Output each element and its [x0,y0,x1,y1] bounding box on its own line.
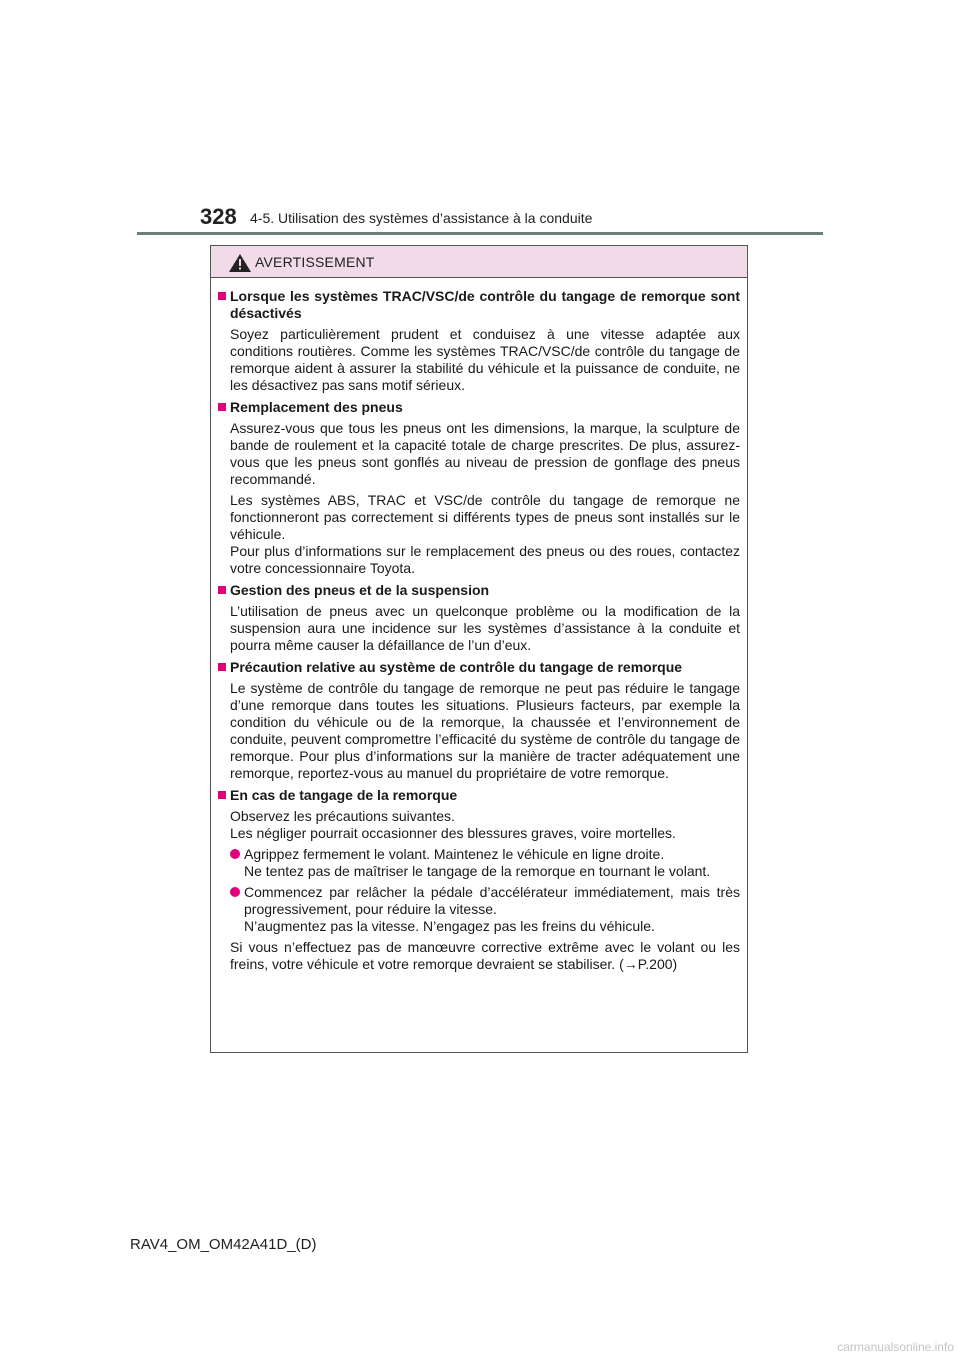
item-paragraph [230,492,740,577]
intro-line: Les négliger pourrait occasionner des blessures graves, voire mortelles. [230,825,676,841]
item-paragraph [230,420,740,488]
item-paragraph [230,680,740,782]
square-bullet-icon [218,663,226,671]
circle-bullet-icon [230,849,240,859]
bullet-line: N’augmentez pas la vitesse. N’engagez pas les freins du véhicule. [244,918,655,934]
item-intro [230,808,740,842]
watermark: carmanualsonline.info [837,1340,954,1354]
bullet-line: Ne tentez pas de maîtriser le tangage de la remorque en tournant le volant. [244,863,711,879]
square-bullet-icon [218,586,226,594]
item-heading [218,582,740,599]
item-title: En cas de tangage de la remorque [230,787,458,803]
document-code: RAV4_OM_OM42A41D_(D) [130,1236,317,1253]
warning-label: AVERTISSEMENT [255,254,375,270]
intro-line: Observez les précautions suivantes. [230,808,455,824]
paragraph-line: L’utilisation de pneus avec un quelconque problème ou la modification de la suspension aura une incidence sur les systèmes d’assistance à la conduite et pourra même causer la défaillance de l’un d’eux. [230,603,740,653]
item-title: Lorsque les systèmes TRAC/VSC/de contrôle du tangage de remorque sont désactivés [230,288,740,321]
warning-box [210,245,748,1053]
square-bullet-icon [218,403,226,411]
item-paragraph [230,326,740,394]
warning-item [218,659,740,782]
item-title: Remplacement des pneus [230,399,403,415]
warning-item [218,787,740,973]
warning-header [211,246,747,278]
square-bullet-icon [218,292,226,300]
paragraph-line: Pour plus d’informations sur le remplacement des pneus ou des roues, contactez votre concessionnaire Toyota. [230,543,740,576]
item-outro: Si vous n’effectuez pas de manœuvre corrective extrême avec le volant ou les freins, votre véhicule et votre remorque devraient se stabiliser. (→P.200) [230,939,740,972]
header-rule [137,232,823,235]
bullet-item [230,846,740,880]
paragraph-line: Le système de contrôle du tangage de remorque ne peut pas réduire le tangage d’une remorque dans toutes les situations. Plusieurs facteurs, par exemple la condition du véhicule ou de la remorque, la chaussée et l’environnement de conduite, peuvent compromettre l’efficacité du système de contrôle du tangage de remorque. Pour plus d’informations sur la manière de tracter adéquatement une remorque, reportez-vous au manuel du propriétaire de votre remorque. [230,680,740,781]
warning-item [218,582,740,654]
warning-body [211,278,747,973]
bullet-item [230,884,740,935]
item-paragraph [230,603,740,654]
warning-item [218,288,740,394]
warning-triangle-icon [229,254,251,272]
section-title: 4-5. Utilisation des systèmes d’assistance à la conduite [250,210,593,226]
item-title: Gestion des pneus et de la suspension [230,582,490,598]
item-heading [218,288,740,322]
bullet-text [244,884,740,935]
item-heading [218,787,740,804]
page-header [0,0,960,240]
bullet-line: Commencez par relâcher la pédale d’accélérateur immédiatement, mais très progressivement, pour réduire la vitesse. [244,884,740,917]
square-bullet-icon [218,791,226,799]
item-heading [218,399,740,416]
circle-bullet-icon [230,887,240,897]
warning-item [218,399,740,577]
item-title: Précaution relative au système de contrôle du tangage de remorque [230,659,683,675]
bullet-line: Agrippez fermement le volant. Maintenez le véhicule en ligne droite. [244,846,665,862]
item-heading [218,659,740,676]
paragraph-line: Assurez-vous que tous les pneus ont les dimensions, la marque, la sculpture de bande de roulement et la capacité totale de charge prescrites. De plus, assurez-vous que les pneus sont gonflés au niveau de pression de gonflage des pneus recommandé. [230,420,740,487]
paragraph-line: Les systèmes ABS, TRAC et VSC/de contrôle du tangage de remorque ne fonctionneront pas correctement si différents types de pneus sont installés sur le véhicule. [230,492,740,542]
paragraph-line: Soyez particulièrement prudent et conduisez à une vitesse adaptée aux conditions routières. Comme les systèmes TRAC/VSC/de contrôle du tangage de remorque aident à assurer la stabilité du véhicule et la puissance de conduite, ne les désactivez pas sans motif sérieux. [230,326,740,393]
page-number: 328 [200,204,237,229]
bullet-text [244,846,740,880]
